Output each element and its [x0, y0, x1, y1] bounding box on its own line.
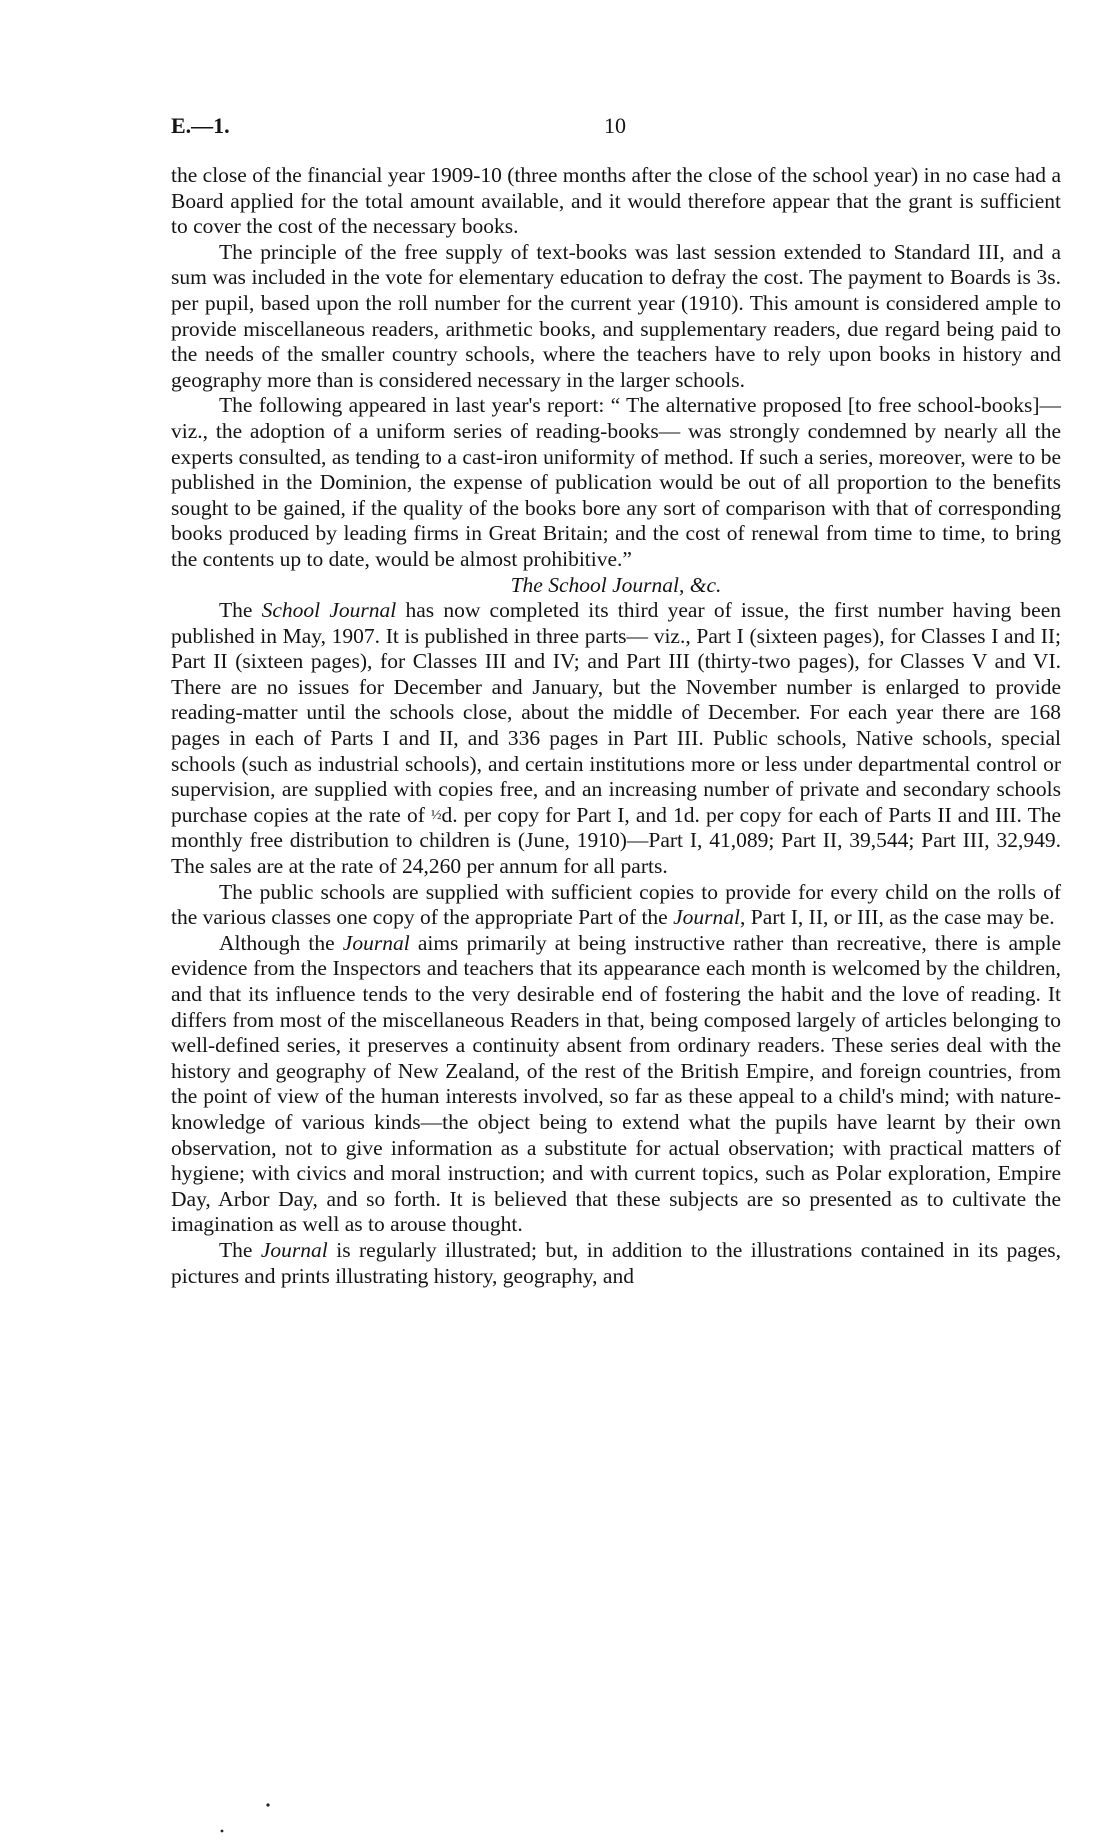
- text-run: , Part I, II, or III, as the case may be.: [740, 905, 1055, 930]
- text-run: aims primarily at being instructive rather than recreative, there is ample evidence from the Inspectors and teachers that its appearance each month is welcomed by the children, and that its influence tends to the very desirable end of fostering the habit and the love of reading. It differs from most of the miscellaneous Readers in that, being composed largely of articles belonging to well-defined series, it preserves a continuity absent from ordinary readers. These series deal with the history and geography of New Zealand, of the rest of the British Empire, and foreign countries, from the point of view of the human interests involved, so far as these appeal to a child's mind; with nature-knowledge of various kinds—the object being to extend what the pupils have learnt by their own observation, not to give information as a substitute for actual observation; with practical matters of hygiene; with civics and moral instruction; and with current topics, such as Polar exploration, Empire Day, Arbor Day, and so forth. It is believed that these subjects are so presented as to cultivate the imagination as well as to arouse thought.: [171, 930, 1061, 1237]
- journal-title-italic: Journal: [673, 905, 740, 930]
- journal-title-italic: School Journal: [261, 598, 397, 623]
- page-number: 10: [604, 113, 626, 138]
- paragraph-continuation: the close of the financial year 1909-10 (three months after the close of the school year) in no case had a Board applied for the total amount available, and it would therefore appear that the grant is sufficient to cover the cost of the necessary books.: [171, 163, 1061, 239]
- scan-speck: [221, 1830, 224, 1833]
- paragraph-free-textbooks: The principle of the free supply of text-books was last session extended to Standard III, and a sum was included in the vote for elementary education to defray the cost. The payment to Boards is 3s. per pupil, based upon the roll number for the current year (1910). This amount is considered ample to provide miscellaneous readers, arithmetic books, and supplementary readers, due regard being paid to the needs of the smaller country schools, where the teachers have to rely upon books in history and geography more than is considered necessary in the larger schools.: [171, 239, 1061, 392]
- paragraph-illustrations: [171, 1238, 1061, 1289]
- document-code: E.—1.: [171, 113, 230, 138]
- fraction-half: ½: [431, 807, 442, 823]
- text-run: The: [219, 1237, 261, 1262]
- journal-title-italic: Journal: [260, 1237, 328, 1262]
- page-header: [171, 113, 1061, 141]
- journal-title-italic: Journal: [342, 930, 410, 955]
- body-text: [171, 163, 1061, 1289]
- paragraph-supply: [171, 880, 1061, 931]
- paragraph-aims: [171, 931, 1061, 1238]
- text-run: has now completed its third year of issue, the first number having been published in May, 1907. It is published in three parts— viz., Part I (sixteen pages), for Classes I and II; Part II (sixteen pages), for Classes III and IV; and Part III (thirty-two pages), for Classes V and VI. There are no issues for December and January, but the November number is enlarged to provide reading-matter until the schools close, about the middle of December. For each year there are 168 pages in each of Parts I and II, and 336 pages in Part III. Public schools, Native schools, special schools (such as industrial schools), and certain institutions more or less under departmental control or supervision, are supplied with copies free, and an increasing number of private and secondary schools purchase copies at the rate of: [171, 598, 1061, 827]
- scan-speck: [266, 1803, 269, 1806]
- text-run: The public schools are supplied with sufficient copies to provide for every child on the rolls of the various classes one copy of the appropriate Part of the: [171, 879, 1061, 930]
- text-run: d. per copy for Part I, and 1d. per copy for each of Parts II and III. The monthly free distribution to children is (June, 1910)—Part I, 41,089; Part II, 39,544; Part III, 32,949. The sales are at the rate of 24,260 per annum for all parts.: [171, 802, 1061, 879]
- section-heading: The School Journal, &c.: [510, 572, 722, 597]
- paragraph-journal-issue: [171, 598, 1061, 880]
- text-run: The: [219, 598, 262, 623]
- paragraph-report-quote: The following appeared in last year's report: “ The alternative proposed [to free school-books]—viz., the adoption of a uniform series of reading-books— was strongly condemned by nearly all the experts consulted, as tending to a cast-iron uniformity of method. If such a series, moreover, were to be published in the Dominion, the expense of publication would be out of all proportion to the benefits sought to be gained, if the quality of the books bore any sort of comparison with that of corresponding books produced by leading firms in Great Britain; and the cost of renewal from time to time, to bring the contents up to date, would be almost prohibitive.”: [171, 393, 1061, 571]
- text-run: Although the: [219, 930, 343, 955]
- text-run: is regularly illustrated; but, in addition to the illustrations contained in its pages, pictures and prints illustrating history, geography, and: [171, 1237, 1061, 1288]
